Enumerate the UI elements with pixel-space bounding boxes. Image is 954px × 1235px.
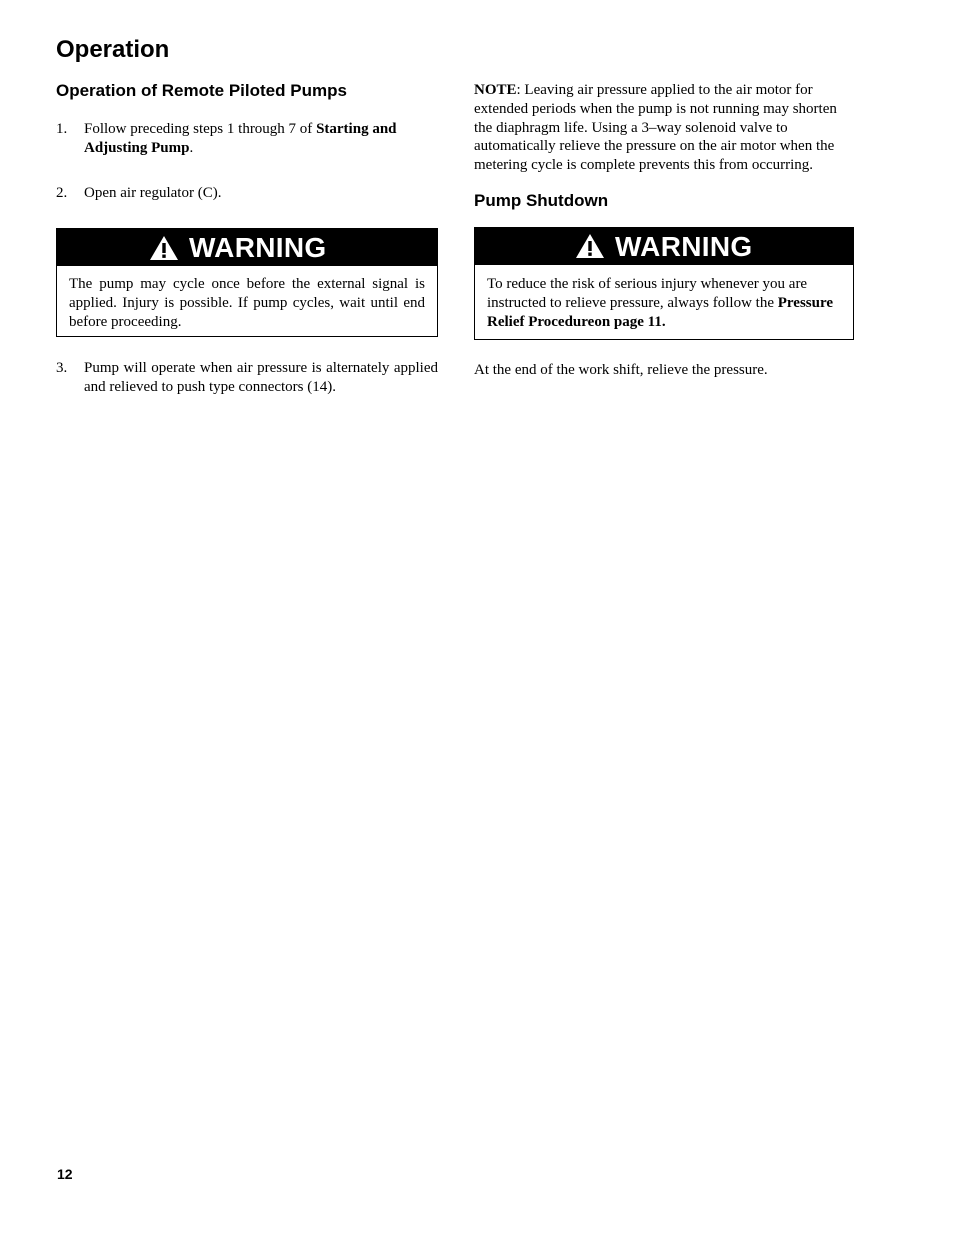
left-column — [56, 78, 438, 397]
step-text: Pump will operate when air pressure is alternately applied and relieved to push type connectors (14). — [84, 360, 438, 396]
note-text: : Leaving air pressure applied to the air motor for extended periods when the pump is not running may shorten the diaphragm life. Using a 3–way solenoid valve to automatically relieve the pressure on the air motor when the metering cycle is complete prevents this from occurring. — [474, 82, 837, 174]
step-3 — [56, 359, 438, 397]
closing-paragraph: At the end of the work shift, relieve the pressure. — [474, 361, 768, 378]
section-heading-pump-shutdown: Pump Shutdown — [474, 190, 609, 210]
step-reference-link-text: Starting and Adjusting Pump — [84, 121, 397, 156]
step-text-plain: . — [189, 139, 194, 156]
warning-box-pressure-relief — [474, 227, 854, 340]
step-2 — [56, 184, 438, 203]
page-title: Operation — [56, 36, 170, 63]
right-column — [474, 78, 854, 380]
warning-box-cycle — [56, 228, 438, 337]
step-number: 2. — [56, 184, 68, 201]
warning-header — [57, 229, 437, 266]
note-label: NOTE — [474, 82, 517, 98]
step-text-plain: Follow preceding steps 1 through 7 of — [84, 121, 317, 137]
section-heading-remote-piloted: Operation of Remote Piloted Pumps — [56, 81, 347, 100]
step-text — [84, 120, 438, 158]
warning-triangle-icon — [575, 233, 605, 259]
step-1 — [56, 120, 438, 158]
step-text: Open air regulator (C). — [84, 184, 222, 201]
pressure-relief-reference-text: Pressure Relief Procedureon page 11. — [487, 294, 834, 330]
warning-text: The pump may cycle once before the external signal is applied. Injury is possible. If pump cycles, wait until end before proceeding. — [69, 276, 425, 330]
step-number: 1. — [56, 121, 68, 137]
page-number: 12 — [57, 1166, 73, 1182]
warning-text — [475, 265, 853, 337]
warning-label: WARNING — [615, 230, 753, 262]
warning-header — [475, 228, 853, 265]
warning-triangle-icon — [149, 235, 179, 261]
warning-text-plain: To reduce the risk of serious injury whenever you are instructed to relieve pressure, always follow the — [487, 275, 808, 311]
note-paragraph — [474, 81, 851, 175]
warning-label: WARNING — [189, 232, 327, 264]
step-number: 3. — [56, 360, 68, 377]
